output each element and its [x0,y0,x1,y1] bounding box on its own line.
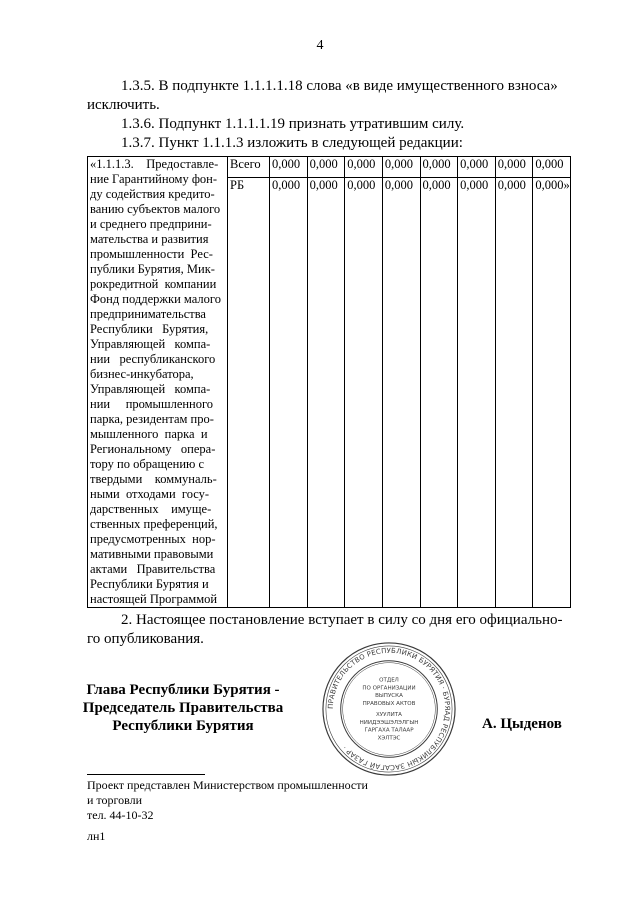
description-line: ние Гарантийному фон- [90,172,218,186]
value-cell: 0,000 [307,157,345,178]
description-line: настоящей Программой [90,592,218,606]
signature-position-line-3: Республики Бурятия [112,718,254,734]
description-line: и среднего предприни- [90,217,212,231]
stamp-line: ХЭЛТЭС [377,735,401,742]
description-line: тору по обращению с [90,457,205,471]
description-line: ду содействия кредито- [90,187,215,201]
description-line: нии республиканского [90,352,216,366]
paragraph-1-3-5: 1.3.5. В подпункте 1.1.1.1.18 слова «в виде имущественного взноса» [121,78,558,94]
value-cell: 0,000 [307,178,345,608]
description-line: мательства и развития [90,232,209,246]
description-line: мышленного парка и [90,427,208,441]
description-line: ванию субъектов малого [90,202,221,216]
description-line: Республики Бурятия и [90,577,209,591]
stamp-line: ПРАВОВЫХ АКТОВ [362,701,416,708]
value-cell: 0,000 [420,157,458,178]
program-table [87,156,571,608]
description-line: Республики Бурятия, [90,322,209,336]
table-row [88,157,571,178]
footer-line: лн1 [87,829,106,843]
value-cell: 0,000 [270,178,308,608]
stamp-line: ХУУЛИТА [376,711,402,718]
description-line: мативными правовыми [90,547,214,561]
stamp-line: ВЫПУСКА [375,693,403,700]
paragraph-2: 2. Настоящее постановление вступает в силу со дня его официально- [121,612,563,628]
measure-description [88,157,228,608]
footer-line: и торговли [87,793,143,807]
value-cell: 0,000 [345,178,383,608]
value-cell: 0,000 [458,178,496,608]
footer-line: Проект представлен Министерством промышленности [87,778,368,792]
value-cell: 0,000 [382,157,420,178]
paragraph-2-continuation: го опубликования. [87,631,204,647]
value-cell: 0,000 [495,178,533,608]
description-line: рокредитной компании [90,277,217,291]
paragraph-1-3-6: 1.3.6. Подпункт 1.1.1.1.19 признать утратившим силу. [121,116,465,132]
description-line: парка, резидентам про- [90,412,214,426]
value-cell: 0,000 [345,157,383,178]
description-line: промышленности Рес- [90,247,213,261]
description-line: Управляющей компа- [90,382,211,396]
signatory-name: А. Цыденов [482,716,562,732]
description-line: Управляющей компа- [90,337,211,351]
stamp-line: НИИДЭЭШЭЛЭЛГЫН [359,719,419,726]
description-line: ственных преференций, [90,517,218,531]
value-cell: 0,000 [533,157,571,178]
description-line: актами Правительства [90,562,216,576]
description-line: твердыми коммуналь- [90,472,217,486]
footer-line: тел. 44-10-32 [87,808,154,822]
value-cell: 0,000 [495,157,533,178]
stamp-line: ПО ОРГАНИЗАЦИИ [362,685,416,692]
paragraph-1-3-7: 1.3.7. Пункт 1.1.1.3 изложить в следующей редакции: [121,135,463,151]
paragraph-1-3-5-continuation: исключить. [87,97,160,113]
value-cell: 0,000 [458,157,496,178]
funding-source-cell: РБ [228,178,270,608]
description-line: Региональному опера- [90,442,216,456]
description-line: ными отходами госу- [90,487,210,501]
signature-position-line-1: Глава Республики Бурятия - [86,682,280,698]
description-line: «1.1.1.3. Предоставле- [90,157,219,171]
svg-text:ПРАВИТЕЛЬСТВО РЕСПУБЛИКИ БУРЯТ [327,647,451,771]
value-cell: 0,000 [420,178,458,608]
description-line: предусмотренных нор- [90,532,216,546]
description-line: нии промышленного [90,397,214,411]
description-line: Фонд поддержки малого [90,292,221,306]
footnote-divider [87,774,205,775]
description-line: предпринимательства [90,307,206,321]
value-cell: 0,000 [382,178,420,608]
stamp-line: ОТДЕЛ [379,677,399,684]
signature-position-line-2: Председатель Правительства [82,700,284,716]
stamp-line: ГАРГАХА ТАЛААР [364,727,414,734]
value-cell: 0,000 [270,157,308,178]
official-stamp [320,640,458,778]
description-line: дарственных имуще- [90,502,212,516]
funding-source-cell: Всего [228,157,270,178]
page-number: 4 [316,38,324,53]
description-line: публики Бурятия, Мик- [90,262,215,276]
description-line: бизнес-инкубатора, [90,367,194,381]
stamp-ring-text: ПРАВИТЕЛЬСТВО РЕСПУБЛИКИ БУРЯТИЯ · БУРЯАД РЕСПУБЛИКЫН ЗАСАГАЙ ГАЗАР · [326,646,452,772]
value-cell: 0,000» [533,178,571,608]
